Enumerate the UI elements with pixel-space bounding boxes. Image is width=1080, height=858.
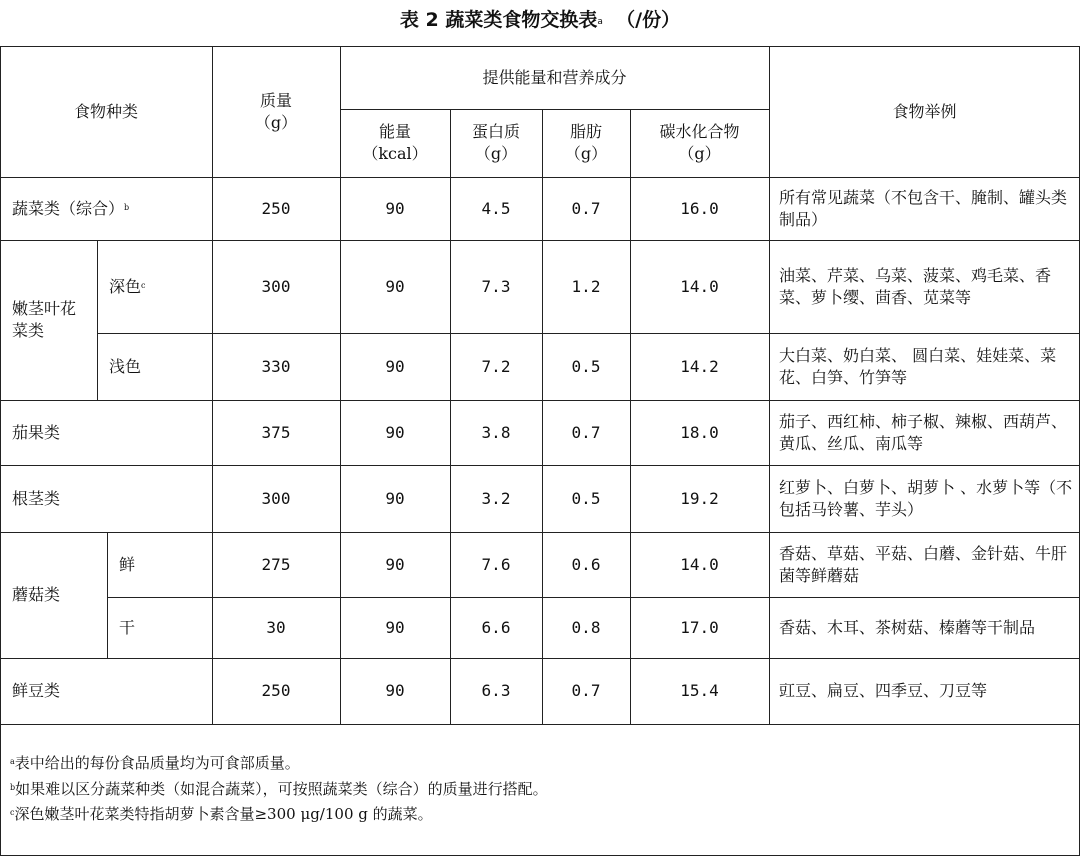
row-category: 蔬菜类（综合） $^b$ (12, 198, 130, 218)
row-subcategory: 鲜 (119, 554, 136, 574)
cell-protein: 6.3 (481, 681, 511, 700)
cell-energy: 90 (385, 198, 405, 218)
cell-examples: 所有常见蔬菜（不包含干、腌制、罐头类制品） (779, 187, 1068, 229)
footnote-c: $^c$深色嫩茎叶花菜类特指胡萝卜素含量≥300 μg/100 g 的蔬菜。 (10, 805, 433, 823)
cell-fat: 0.8 (571, 617, 601, 637)
cell-protein: 7.3 (481, 276, 511, 296)
cell-examples: 油菜、芹菜、乌菜、菠菜、鸡毛菜、香菜、萝卜缨、茴香、苋菜等 (779, 265, 1052, 307)
row-category: 茄果类 (12, 422, 61, 442)
cell-carb: 15.4 (680, 681, 719, 700)
cell-mass: 330 (261, 356, 291, 376)
cell-mass: 300 (261, 276, 291, 296)
cell-fat: 1.2 (571, 276, 601, 296)
table-title (0, 6, 1080, 34)
cell-energy: 90 (385, 681, 405, 700)
cell-energy: 90 (385, 554, 405, 574)
cell-fat: 0.7 (571, 198, 601, 218)
header-carb: 碳水化合物 （g） (659, 122, 740, 163)
cell-examples: 香菇、木耳、茶树菇、榛蘑等干制品 (779, 617, 1036, 637)
cell-protein: 3.2 (481, 488, 511, 508)
cell-energy: 90 (385, 356, 405, 376)
cell-carb: 19.2 (680, 488, 719, 508)
cell-carb: 14.0 (680, 554, 719, 574)
cell-energy: 90 (385, 617, 405, 637)
group-category-mushroom: 蘑菇类 (12, 585, 61, 604)
title-text: 表 2 蔬菜类食物交换表 (399, 9, 598, 31)
cell-protein: 7.6 (481, 554, 511, 574)
group-category-leafy: 嫩茎叶花菜类 (12, 299, 77, 340)
exchange-table (0, 46, 1080, 856)
cell-mass: 375 (261, 422, 291, 442)
header-fat: 脂肪 （g） (564, 122, 608, 163)
cell-examples: 豇豆、扁豆、四季豆、刀豆等 (779, 681, 988, 700)
cell-energy: 90 (385, 276, 405, 296)
footnote-b: $^b$如果难以区分蔬菜种类（如混合蔬菜），可按照蔬菜类（综合）的质量进行搭配。 (10, 780, 548, 798)
cell-protein: 6.6 (481, 617, 511, 637)
header-food-type: 食物种类 (73, 101, 138, 121)
cell-energy: 90 (385, 488, 405, 508)
cell-carb: 17.0 (680, 617, 719, 637)
cell-carb: 14.0 (680, 276, 719, 296)
row-category: 根茎类 (12, 488, 61, 508)
cell-fat: 0.7 (571, 422, 601, 442)
header-energy: 能量 （kcal） (362, 122, 428, 163)
cell-energy: 90 (385, 422, 405, 442)
title-unit: （/份） (616, 9, 681, 31)
cell-protein: 4.5 (481, 198, 511, 218)
cell-mass: 30 (266, 617, 286, 637)
row-subcategory: 浅色 (109, 356, 142, 376)
row-subcategory: 深色 $^c$ (109, 276, 146, 296)
cell-mass: 250 (261, 198, 291, 218)
cell-examples: 茄子、西红柿、柿子椒、辣椒、西葫芦、黄瓜、丝瓜、南瓜等 (779, 411, 1068, 453)
cell-fat: 0.6 (571, 554, 601, 574)
header-examples: 食物举例 (892, 101, 957, 121)
cell-examples: 红萝卜、白萝卜、胡萝卜 、水萝卜等（不包括马铃薯、芋头） (779, 477, 1073, 519)
cell-carb: 18.0 (680, 422, 719, 442)
cell-protein: 7.2 (481, 356, 511, 376)
footnote-a: $^a$表中给出的每份食品质量均为可食部质量。 (10, 754, 300, 772)
header-mass: 质量 （g） (254, 90, 298, 132)
cell-fat: 0.7 (571, 681, 601, 700)
header-energy-group: 提供能量和营养成分 (482, 67, 627, 87)
cell-fat: 0.5 (571, 356, 601, 376)
cell-fat: 0.5 (571, 488, 601, 508)
row-subcategory: 干 (119, 617, 136, 637)
header-protein: 蛋白质 （g） (471, 122, 520, 163)
cell-mass: 300 (261, 488, 291, 508)
row-category: 鲜豆类 (12, 681, 61, 700)
cell-mass: 250 (261, 681, 291, 700)
cell-mass: 275 (261, 554, 291, 574)
cell-examples: 大白菜、奶白菜、 圆白菜、娃娃菜、菜花、白笋、竹笋等 (779, 345, 1057, 387)
cell-protein: 3.8 (481, 422, 511, 442)
title-footnote-mark: a (597, 17, 603, 27)
cell-examples: 香菇、草菇、平菇、白蘑、金针菇、牛肝菌等鲜蘑菇 (779, 543, 1068, 585)
cell-carb: 14.2 (680, 356, 719, 376)
cell-carb: 16.0 (680, 198, 719, 218)
